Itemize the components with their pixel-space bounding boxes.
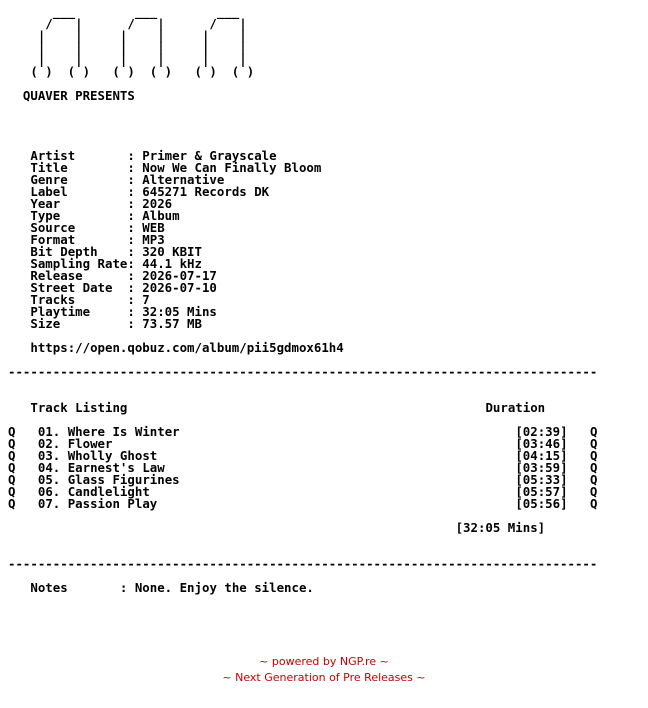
blank-line bbox=[8, 102, 640, 114]
url-line bbox=[8, 342, 640, 354]
track-number: 05. bbox=[37, 472, 61, 487]
info-row: Street Date : 2026-07-10 bbox=[30, 280, 217, 295]
info-key: Sampling Rate bbox=[30, 256, 128, 271]
track-marker: Q bbox=[589, 496, 598, 511]
info-value: 320 KBIT bbox=[142, 244, 202, 259]
track-marker: Q bbox=[589, 448, 598, 463]
track-marker: Q bbox=[8, 424, 16, 439]
logo-art-row-1: ___ ___ ___ bbox=[8, 4, 240, 19]
track-title: Candlelight bbox=[67, 484, 150, 499]
footer-tagline: ~ Next Generation of Pre Releases ~ bbox=[222, 671, 426, 684]
track-marker: Q bbox=[8, 460, 16, 475]
blank-line bbox=[8, 114, 640, 126]
nfo-document bbox=[8, 6, 640, 594]
track-duration: [03:59] bbox=[515, 460, 568, 475]
track-marker: Q bbox=[589, 424, 598, 439]
track-row bbox=[8, 498, 640, 510]
info-row: Title : Now We Can Finally Bloom bbox=[30, 160, 322, 175]
presenter-line bbox=[8, 90, 640, 102]
info-value: Now We Can Finally Bloom bbox=[142, 160, 322, 175]
logo-art-row-6: ( ) ( ) ( ) ( ) ( ) ( ) bbox=[8, 64, 255, 79]
info-key: Bit Depth bbox=[30, 244, 128, 259]
info-value: WEB bbox=[142, 220, 165, 235]
blank-line bbox=[8, 378, 640, 390]
info-value: 44.1 kHz bbox=[142, 256, 202, 271]
notes-value: None. Enjoy the silence. bbox=[134, 580, 314, 595]
track-marker: Q bbox=[8, 436, 16, 451]
info-key: Source bbox=[30, 220, 128, 235]
info-row: Year : 2026 bbox=[30, 196, 173, 211]
info-row: Source : WEB bbox=[30, 220, 165, 235]
info-key: Format bbox=[30, 232, 128, 247]
info-row: Size : 73.57 MB bbox=[30, 316, 202, 331]
presenter-text: QUAVER PRESENTS bbox=[22, 88, 135, 103]
track-marker: Q bbox=[589, 484, 598, 499]
track-duration: [05:33] bbox=[515, 472, 568, 487]
track-title: Earnest's Law bbox=[67, 460, 165, 475]
track-marker: Q bbox=[8, 484, 16, 499]
total-playtime: [32:05 Mins] bbox=[455, 520, 546, 535]
track-duration: [02:39] bbox=[515, 424, 568, 439]
info-value: 2026-07-10 bbox=[142, 280, 217, 295]
track-marker: Q bbox=[8, 496, 16, 511]
divider-rule: ------------------------------------------------------------------------------- bbox=[8, 364, 598, 379]
logo-art-row-4: | | | | | | bbox=[8, 40, 247, 55]
info-key: Street Date bbox=[30, 280, 128, 295]
blank-line bbox=[8, 534, 640, 546]
info-row: Artist : Primer & Grayscale bbox=[30, 148, 277, 163]
info-row: Label : 645271 Records DK bbox=[30, 184, 270, 199]
blank-line bbox=[8, 126, 640, 138]
track-title: Wholly Ghost bbox=[67, 448, 158, 463]
divider bbox=[8, 366, 640, 378]
track-marker: Q bbox=[589, 472, 598, 487]
logo-art-line bbox=[8, 66, 640, 78]
track-marker: Q bbox=[589, 460, 598, 475]
info-key: Type bbox=[30, 208, 128, 223]
info-key: Size bbox=[30, 316, 128, 331]
track-duration: [03:46] bbox=[515, 436, 568, 451]
album-url: https://open.qobuz.com/album/pii5gdmox61h4 bbox=[30, 340, 344, 355]
info-key: Tracks bbox=[30, 292, 128, 307]
logo-art-row-2: / | / | / | bbox=[8, 16, 247, 31]
track-number: 01. bbox=[37, 424, 61, 439]
track-number: 02. bbox=[37, 436, 61, 451]
tracklist-heading: Track Listing bbox=[30, 400, 128, 415]
footer-powered-by: ~ powered by NGP.re ~ bbox=[259, 655, 389, 668]
info-row: Tracks : 7 bbox=[30, 292, 150, 307]
track-number: 07. bbox=[37, 496, 61, 511]
info-row: Type : Album bbox=[30, 208, 180, 223]
info-value: 645271 Records DK bbox=[142, 184, 270, 199]
track-title: Glass Figurines bbox=[67, 472, 180, 487]
info-value: 32:05 Mins bbox=[142, 304, 217, 319]
info-row: Release : 2026-07-17 bbox=[30, 268, 217, 283]
info-key: Label bbox=[30, 184, 128, 199]
track-title: Flower bbox=[67, 436, 113, 451]
info-row: Playtime : 32:05 Mins bbox=[30, 304, 217, 319]
info-value: Album bbox=[142, 208, 180, 223]
notes-line: Notes : None. Enjoy the silence. bbox=[30, 580, 314, 595]
track-number: 03. bbox=[37, 448, 61, 463]
info-row: Genre : Alternative bbox=[30, 172, 225, 187]
info-value: 73.57 MB bbox=[142, 316, 202, 331]
info-key: Release bbox=[30, 268, 128, 283]
track-number: 06. bbox=[37, 484, 61, 499]
track-title: Where Is Winter bbox=[67, 424, 180, 439]
track-number: 04. bbox=[37, 460, 61, 475]
divider bbox=[8, 558, 640, 570]
logo-art-row-3: | | | | | | bbox=[8, 28, 247, 43]
info-value: 2026-07-17 bbox=[142, 268, 217, 283]
info-value: MP3 bbox=[142, 232, 165, 247]
logo-art-row-5: | | | | | | bbox=[8, 52, 247, 67]
notes-key: Notes bbox=[30, 580, 120, 595]
track-marker: Q bbox=[8, 448, 16, 463]
duration-heading: Duration bbox=[485, 400, 546, 415]
divider-rule: ------------------------------------------------------------------------------- bbox=[8, 556, 598, 571]
total-line bbox=[8, 522, 640, 534]
track-title: Passion Play bbox=[67, 496, 158, 511]
info-value: 7 bbox=[142, 292, 150, 307]
info-value: Primer & Grayscale bbox=[142, 148, 277, 163]
info-value: Alternative bbox=[142, 172, 225, 187]
track-duration: [04:15] bbox=[515, 448, 568, 463]
info-row: Bit Depth : 320 KBIT bbox=[30, 244, 202, 259]
info-key: Year bbox=[30, 196, 128, 211]
track-duration: [05:56] bbox=[515, 496, 568, 511]
info-row: Format : MP3 bbox=[30, 232, 165, 247]
info-value: 2026 bbox=[142, 196, 173, 211]
info-key: Genre bbox=[30, 172, 128, 187]
track-marker: Q bbox=[8, 472, 16, 487]
info-key: Title bbox=[30, 160, 128, 175]
info-key: Playtime bbox=[30, 304, 128, 319]
info-row: Sampling Rate: 44.1 kHz bbox=[30, 256, 202, 271]
info-key: Artist bbox=[30, 148, 128, 163]
tracklist-header bbox=[8, 402, 640, 414]
track-duration: [05:57] bbox=[515, 484, 568, 499]
track-marker: Q bbox=[589, 436, 598, 451]
